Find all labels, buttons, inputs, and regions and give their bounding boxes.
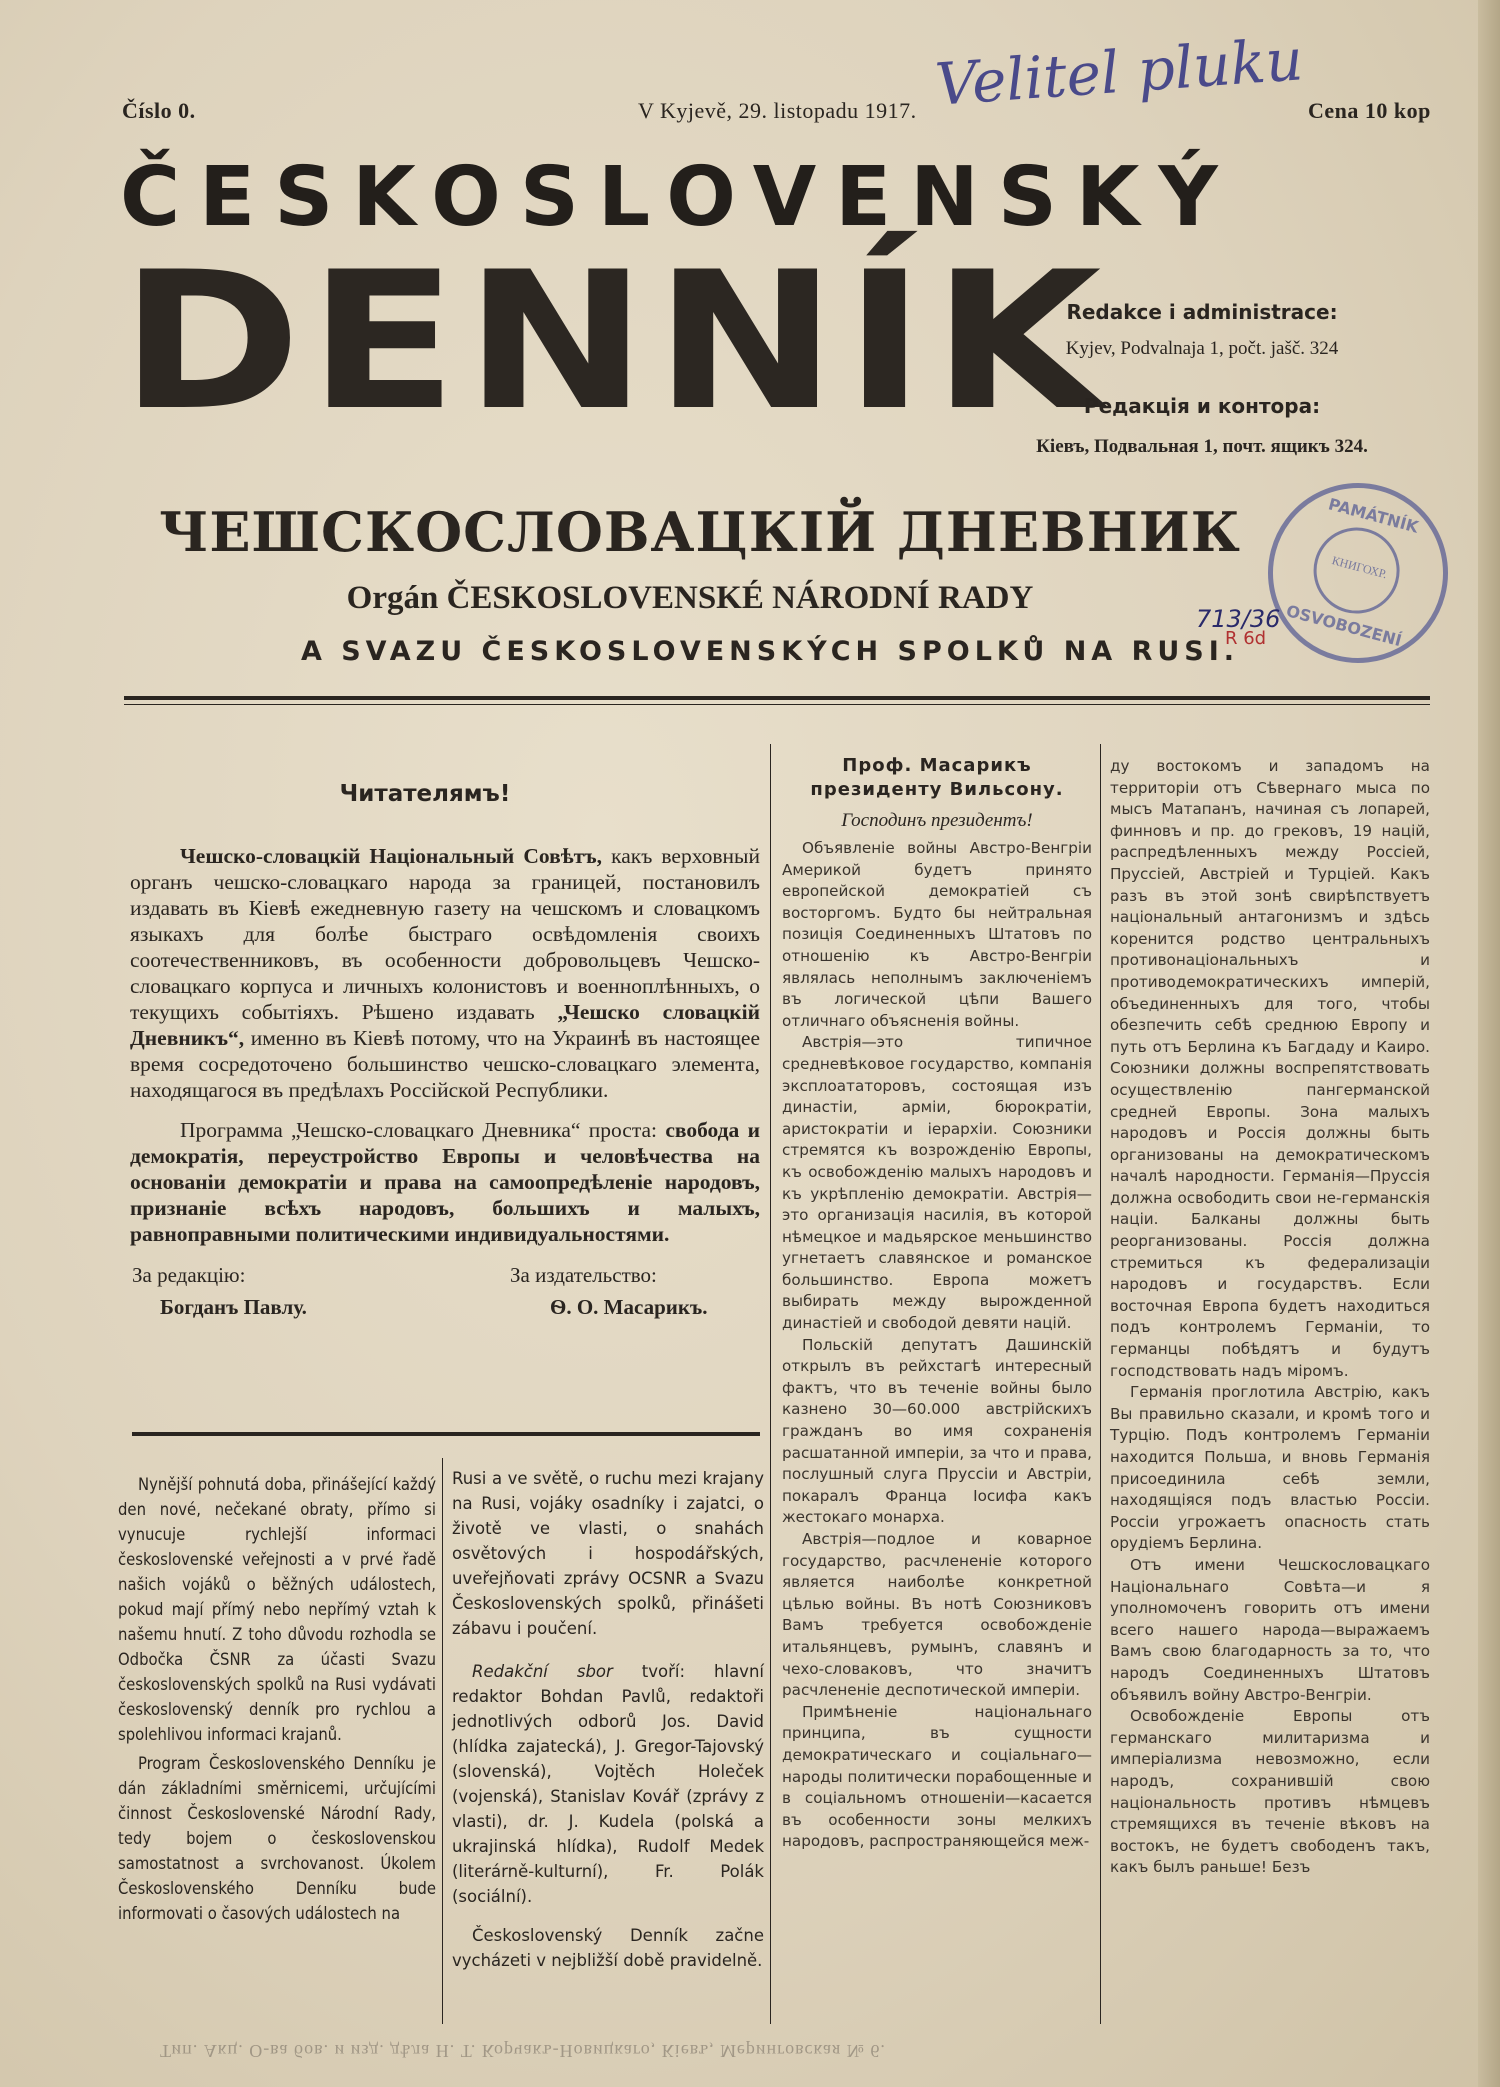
masaryk-c4-p3: Отъ имени Чешскословацкаго Національнаго Совѣта—и я уполномоченъ говорить отъ имени всего нашего народа—выражаемъ Вамъ свою благодарность за то, что народъ Соединенныхъ Штатовъ объявилъ войну Австро-Венгріи.: [1110, 1555, 1430, 1704]
readers-body: [130, 843, 760, 1247]
masaryk-p2: Австрія—это типичное средневѣковое государство, компанія эксплоататоровъ, состоящая изъ династіи, арміи, бюрократіи, аристократіи и іерархіи. Союзники стремятся къ возрожденію Европы, къ освобожденію малыхъ народовъ и къ укрѣпленію демократіи. Австрія—это организація насилія, въ которой нѣмецкое и мадьярское меньшинство угнетаетъ славянское и романское большинство. Европа можетъ выбирать между вырожденной династіей и свободой девяти націй.: [782, 1033, 1092, 1333]
czech-column-1: [118, 1472, 436, 1926]
russian-title: ЧЕШСКОСЛОВАЦКІЙ ДНЕВНИК: [159, 500, 1241, 564]
masaryk-article: [782, 754, 1092, 1853]
handwritten-note: Velitel pluku: [933, 25, 1306, 119]
sig-right-label: За издательство:: [510, 1263, 657, 1287]
stamp-text-mid: КНИГОХР.: [1330, 553, 1389, 582]
czech-p4: tvoří: hlavní redaktor Bohdan Pavlů, redaktoři jednotlivých odborů Jos. David (hlídka zajatecká), J. Gregor-Tajovský (slovenská), Vojtěch Holeček (vojenská), Stanislav Kovář (zprávy z vlasti), dr. J. Kudela (polská a ukrajinská hlídka), Rudolf Medek (literárně-kulturní), Fr. Polák (sociální).: [452, 1662, 764, 1906]
redakce-heading-cz: Redakce i administrace:: [1066, 300, 1338, 324]
redakce-address-ru: Кіевъ, Подвальная 1, почт. ящикъ 324.: [1036, 436, 1368, 457]
shelfmark-red: R 6d: [1225, 628, 1267, 649]
readers-p1-bold2: „Чешско словацкій Дневникъ“,: [130, 1000, 760, 1050]
stamp-text-top: PAMÁTNÍK: [1326, 494, 1421, 537]
place-date: V Kyjevě, 29. listopadu 1917.: [638, 98, 917, 123]
readers-p2-bold: свобода и демократія, переустройство Европы и человѣчества на основаніи демократіи и права на самоопредѣленіе народовъ, признаніе всѣхъ народовъ, большихъ и малыхъ, равноправными политическими индивидуальностями.: [130, 1118, 760, 1246]
readers-article: [130, 745, 760, 1333]
readers-p1-bold: Чешско-словацкій Національный Совѣтъ,: [180, 844, 603, 868]
masaryk-p1: Объявленіе войны Австро-Венгріи Америкой будетъ принято европейской демократіей съ восторгомъ. Будто бы нейтральная позиція Соединенныхъ Штатовъ по отношенію къ Австро-Венгріи являлась неполнымъ заключеніемъ въ логической цѣпи Вашего отличнаго объясненія войны.: [782, 839, 1092, 1030]
header-rule-thin: [124, 704, 1430, 705]
masaryk-c4-p1: ду востокомъ и западомъ на территоріи отъ Сѣвернаго мыса по мысъ Матапанъ, начиная съ лопарей, финновъ и пр. до грековъ, 19 націй, распредѣленныхъ между Россіей, Пруссіей, Австріей и Турціей. Какъ разъ въ этой зонѣ свирѣпствуетъ національный антагонизмъ и здѣсь коренится родство центральныхъ противонаціональныхъ и противодемократическихъ имперій, объединенныхъ для того, чтобы обезпечить себѣ среднюю Европу и путь отъ Берлина къ Багдаду и Каиро. Союзники должны воспрепятствовать осуществленію пангерманской средней Европы. Зона малыхъ народовъ и Россія должны быть организованы на демократическомъ началѣ народности. Германія—Пруссія должна освободить свои не-германскія націи. Балканы должны быть реорганизованы. Россія должна стремиться къ федерализаціи народовъ и государствъ. Если восточная Европа будетъ находиться подъ контролемъ Германіи, то германцы побѣдятъ и будутъ господствовать надъ міромъ.: [1110, 757, 1430, 1380]
masaryk-heading: Проф. Масарикъ президенту Вильсону.: [810, 755, 1064, 800]
masaryk-body-col4: [1110, 756, 1430, 1879]
stamp-text-bottom: OSVOBOZENÍ: [1284, 601, 1404, 651]
readers-rule: [132, 1432, 760, 1436]
column-divider-czech: [442, 1458, 443, 2024]
sig-left-label: За редакцію:: [132, 1263, 246, 1287]
price: Cena 10 kop: [1308, 98, 1431, 123]
masaryk-p5: Примѣненіе національнаго принципа, въ сущности демократическаго и соціальнаго—народы политически порабощенные и в соціальномъ отношеніи—касается въ особенности зоны мелкихъ народовъ, распространяющейся меж-: [782, 1702, 1092, 1851]
czech-column-2: [452, 1466, 764, 1973]
readers-heading: Читателямъ!: [339, 781, 511, 807]
masaryk-c4-p2: Германія проглотила Австрію, какъ Вы правильно сказали, и кромѣ того и Турцію. Подъ контролемъ Германіи находится Польша, и вновь Германія присоединила себѣ земли, находящіяся подъ властью Россіи. Россіи угрожаетъ опасность стать орудіемъ Берлина.: [1110, 1383, 1430, 1553]
column-divider-right: [1100, 744, 1101, 2024]
masaryk-salutation: Господинъ президентъ!: [841, 810, 1033, 831]
readers-p2: Программа „Чешско-словацкаго Дневника“ проста:: [180, 1118, 658, 1142]
masaryk-p3: Польскій депутатъ Дашинскій открылъ въ рейхстагѣ интересный фактъ, что въ теченіе войны было казнено 30—60.000 австрійскихъ гражданъ во имя сохраненія расшатанной имперіи, за что и права, послушный слуга Пруссіи и Австріи, покаралъ Франца Іосифа какъ жестокаго монарха.: [782, 1335, 1092, 1527]
czech-p4-ital: Redakční sbor: [472, 1662, 613, 1681]
organ-line: Orgán ČESKOSLOVENSKÉ NÁRODNÍ RADY: [346, 580, 1034, 616]
redakce-heading-ru: Редакція и контора:: [1083, 394, 1321, 418]
redakce-address-cz: Kyjev, Podvalnaja 1, počt. jašč. 324: [1065, 338, 1339, 359]
page-edge: [1478, 0, 1500, 2087]
masthead-title-line1: ČESKOSLOVENSKÝ: [120, 150, 1237, 245]
masaryk-body-col3: [782, 838, 1092, 1853]
masaryk-p4: Австрія—подлое и коварное государство, расчлененіе которого является наиболѣе конкретной цѣлью войны. Въ нотѣ Союзниковъ Вамъ требуется освобожденіе итальянцевъ, румынъ, славянъ и чехо-словаковъ, что значитъ расчлененіе деспотической имперіи.: [782, 1530, 1092, 1700]
svaz-line: A SVAZU ČESKOSLOVENSKÝCH SPOLKŮ NA RUSI.: [300, 636, 1240, 667]
readers-p1: какъ верховный органъ чешско-словацкаго народа за границей, постановилъ издавать въ Кіевѣ ежедневную газету на чешскомъ и словацкомъ языкахъ для болѣе быстраго освѣдомленія своихъ соотечественниковъ, въ особенности добровольцевъ Чешско-словацкаго корпуса и личныхъ колонистовъ и военноплѣнныхъ, о текущихъ событіяхъ. Рѣшено издавать: [130, 844, 760, 1024]
readers-signatures: [130, 1263, 760, 1333]
czech-p2: Program Československého Denníku je dán základními směrnicemi, určujícími činnost Československé Národní Rady, tedy bojem o československou samostatnost a svrchovanost. Úkolem Československého Denníku bude informovati o časových událostech na: [118, 1754, 436, 1923]
column-divider-main: [770, 744, 771, 2024]
sig-right-name: Ѳ. О. Масарикъ.: [550, 1295, 708, 1319]
masthead-title-line2: DENNÍK: [120, 231, 1109, 452]
readers-p1-end: именно въ Кіевѣ потому, что на Украинѣ въ настоящее время сосредоточено большинство чешско-словацкаго элемента, находящагося въ предѣлахъ Россійской Республики.: [130, 1026, 760, 1102]
masaryk-c4-p4: Освобожденіе Европы отъ германскаго милитаризма и имперіализма невозможно, если народъ, сохранившій свою національность противъ нѣмцевъ стремящихся въ теченіе вѣковъ на востокъ, не будетъ свободенъ такъ, какъ былъ раньше! Безъ: [1110, 1707, 1430, 1877]
sig-left-name: Богданъ Павлу.: [160, 1295, 307, 1319]
czech-p3: Rusi a ve světě, o ruchu mezi krajany na Rusi, vojáky osadníky i zajatci, o životě ve vlasti, o snahách osvětových i hospodářských, uveřejňovati zprávy OCSNR a Svazu Československých spolků, přinášeti zábavu i poučení.: [452, 1469, 764, 1638]
czech-p5: Československý Denník začne vycházeti v nejbližší době pravidelně.: [452, 1926, 764, 1970]
issue-number: Číslo 0.: [122, 98, 196, 123]
czech-p1: Nynější pohnutá doba, přinášející každý den nové, nečekané obraty, přímo si vynucuje rychlejší informaci československé veřejnosti a v prvé řadě našich vojáků o běžných událostech, pokud mají přímý nebo nepřímý vztah k našemu hnutí. Z toho důvodu rozhodla se Odbočka ČSNR za účasti Svazu československých spolků na Rusi vydávati československý denník pro rychlou a spolehlivou informaci krajanů.: [118, 1475, 436, 1744]
shelfmark: 713/36: [1196, 605, 1281, 633]
printer-imprint: Тип. Акц. О-ва бов. и изд. дѣла Н. Т. Корчакъ-Новицкаго, Кіевъ, Меринговская № 6.: [160, 2041, 886, 2061]
header-rule-thick: [124, 696, 1430, 700]
